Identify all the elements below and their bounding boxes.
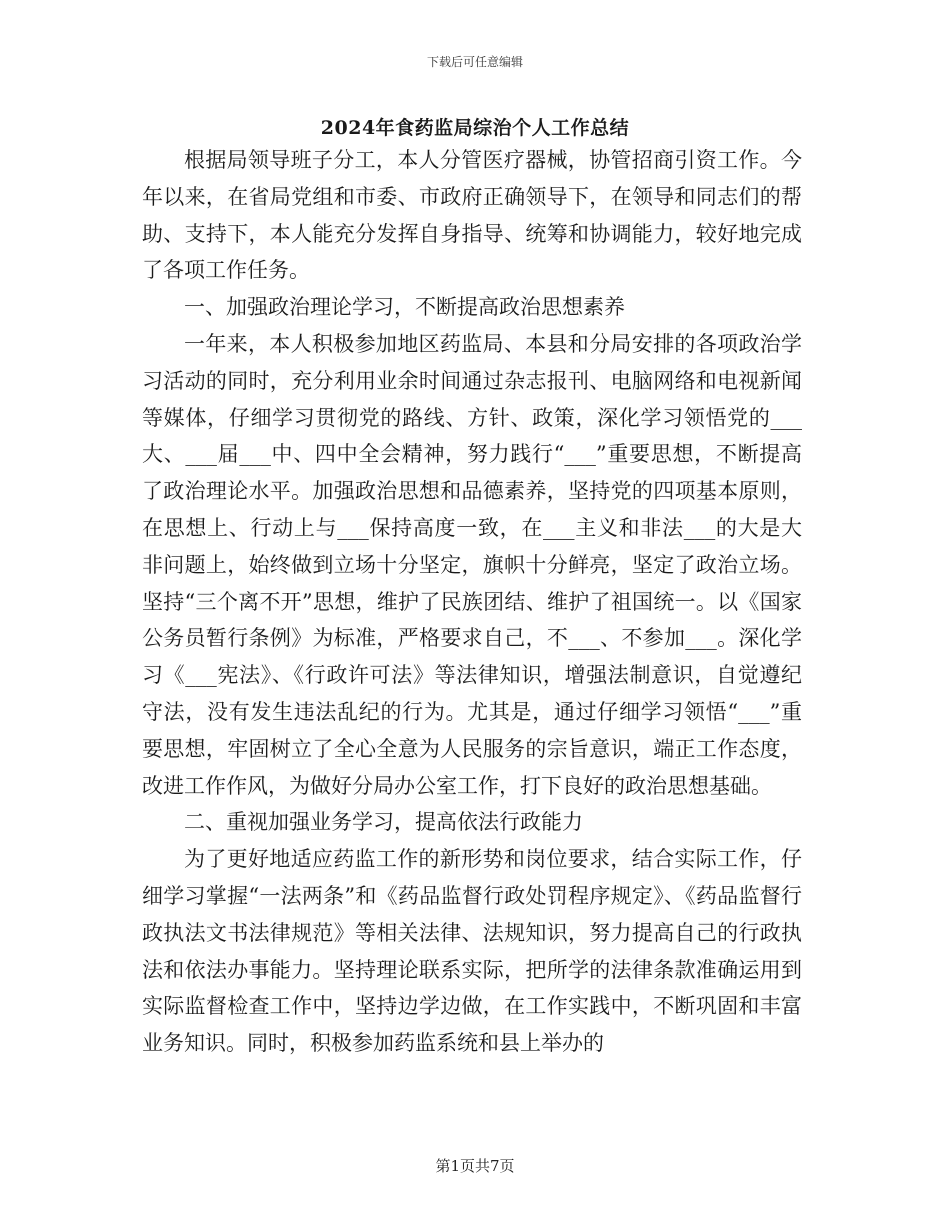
page-number-footer: 第1页共7页	[435, 1157, 515, 1175]
section-heading-2: 二、重视加强业务学习，提高依法行政能力	[184, 810, 583, 835]
header-note: 下载后可任意编辑	[426, 55, 523, 69]
document-title: 2024年食药监局综治个人工作总结	[320, 117, 630, 139]
document-body	[142, 142, 802, 1062]
paragraph-section-2: 为了更好地适应药监工作的新形势和岗位要求，结合实际工作，仔细学习掌握“一法两条”和《药品监督行政处罚程序规定》、《药品监督行政执法文书法律规范》等相关法律、法规知识，努力提高自己的行政执法和依法办事能力。坚持理论联系实际，把所学的法律条款准确运用到实际监督检查工作中，坚持边学边做，在工作实践中，不断巩固和丰富业务知识。同时，积极参加药监系统和县上举办的	[142, 847, 802, 1056]
paragraph-section-1: 一年来，本人积极参加地区药监局、本县和分局安排的各项政治学习活动的同时，充分利用业余时间通过杂志报刊、电脑网络和电视新闻等媒体，仔细学习贯彻党的路线、方针、政策，深化学习领悟党的___大、___届___中、四中全会精神，努力践行“___”重要思想，不断提高了政治理论水平。加强政治思想和品德素养，坚持党的四项基本原则，在思想上、行动上与___保持高度一致，在___主义和非法___的大是大非问题上，始终做到立场十分坚定，旗帜十分鲜亮，坚定了政治立场。坚持“三个离不开”思想，维护了民族团结、维护了祖国统一。以《国家公务员暂行条例》为标准，严格要求自己，不___、不参加___。深化学习《___宪法》、《行政许可法》等法律知识，增强法制意识，自觉遵纪守法，没有发生违法乱纪的行为。尤其是，通过仔细学习领悟“___”重要思想，牢固树立了全心全意为人民服务的宗旨意识，端正工作态度，改进工作作风，为做好分局办公室工作，打下良好的政治思想基础。	[142, 331, 802, 798]
section-heading-1: 一、加强政治理论学习，不断提高政治思想素养	[184, 295, 625, 320]
paragraph-intro: 根据局领导班子分工，本人分管医疗器械，协管招商引资工作。今年以来，在省局党组和市委、市政府正确领导下，在领导和同志们的帮助、支持下，本人能充分发挥自身指导、统筹和协调能力，较好地完成了各项工作任务。	[142, 148, 802, 283]
